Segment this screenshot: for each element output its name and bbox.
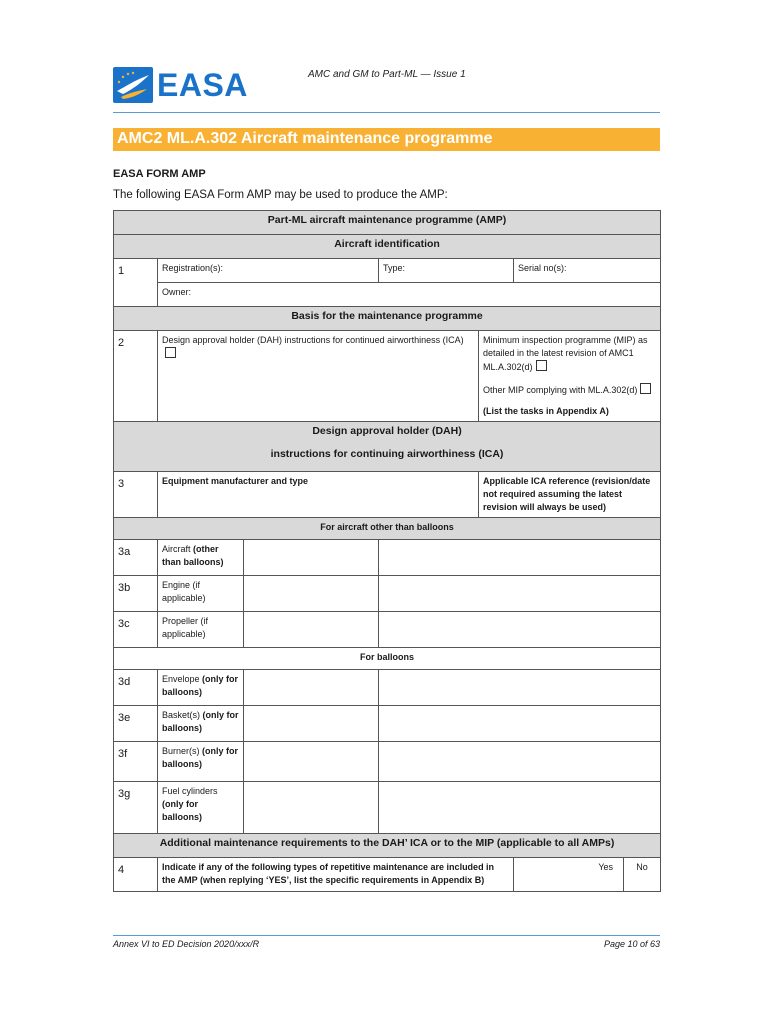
row-label: Engine (if applicable) xyxy=(158,576,244,612)
easa-logo xyxy=(113,65,248,105)
equipment-input[interactable] xyxy=(244,670,379,706)
form-title: Part-ML aircraft maintenance programme (AMP) xyxy=(114,211,661,235)
logo-wordmark: EASA xyxy=(157,67,248,103)
equipment-input[interactable] xyxy=(244,706,379,742)
row-label: Burner(s) (only for balloons) xyxy=(158,742,244,782)
footer-reference: Annex VI to ED Decision 2020/xxx/R xyxy=(113,939,260,949)
row-number: 1 xyxy=(114,259,158,307)
row-label: Aircraft (other than balloons) xyxy=(158,540,244,576)
ica-reference-input[interactable] xyxy=(379,706,661,742)
registration-field[interactable]: Registration(s): xyxy=(158,259,379,283)
mip-options xyxy=(479,331,661,422)
equipment-input[interactable] xyxy=(244,576,379,612)
equipment-input[interactable] xyxy=(244,612,379,648)
equipment-header: Equipment manufacturer and type xyxy=(158,472,479,518)
ica-reference-input[interactable] xyxy=(379,540,661,576)
aircraft-identification-heading: Aircraft identification xyxy=(114,235,661,259)
ica-reference-input[interactable] xyxy=(379,670,661,706)
row-label: Basket(s) (only for balloons) xyxy=(158,706,244,742)
footer-divider xyxy=(113,935,660,936)
non-balloons-heading: For aircraft other than balloons xyxy=(114,518,661,540)
ica-reference-input[interactable] xyxy=(379,742,661,782)
yes-column[interactable]: Yes xyxy=(514,858,624,892)
list-tasks-note: (List the tasks in Appendix A) xyxy=(483,406,609,416)
mip-label: Minimum inspection programme (MIP) as detailed in the latest revision of AMC1 ML.A.302(d) xyxy=(483,335,648,372)
row-label: Propeller (if applicable) xyxy=(158,612,244,648)
other-mip-checkbox[interactable] xyxy=(640,383,651,394)
page-number: Page 10 of 63 xyxy=(603,939,660,949)
repetitive-maintenance-question: Indicate if any of the following types of repetitive maintenance are included in the AMP (when replying ‘YES’, list the specific requirements in Appendix B) xyxy=(158,858,514,892)
dah-ica-checkbox[interactable] xyxy=(165,347,176,358)
row-label: Envelope (only for balloons) xyxy=(158,670,244,706)
row-number: 2 xyxy=(114,331,158,422)
row-number: 3c xyxy=(114,612,158,648)
form-heading: EASA FORM AMP xyxy=(113,168,206,180)
dah-heading-line-2: instructions for continuing airworthiness (ICA) xyxy=(270,448,504,460)
dah-ica-heading xyxy=(114,422,661,472)
dah-ica-label: Design approval holder (DAH) instructions for continued airworthiness (ICA) xyxy=(162,335,464,345)
equipment-input[interactable] xyxy=(244,540,379,576)
section-title-band xyxy=(113,128,660,151)
dah-heading-line-1: Design approval holder (DAH) xyxy=(312,425,462,437)
additional-requirements-heading: Additional maintenance requirements to the DAH’ ICA or to the MIP (applicable to all AMPs) xyxy=(114,834,661,858)
row-number: 3e xyxy=(114,706,158,742)
document-header-title: AMC and GM to Part-ML — Issue 1 xyxy=(308,69,466,80)
row-number: 3f xyxy=(114,742,158,782)
balloons-heading: For balloons xyxy=(114,648,661,670)
mip-checkbox[interactable] xyxy=(536,360,547,371)
row-number: 3 xyxy=(114,472,158,518)
row-number: 3d xyxy=(114,670,158,706)
dah-ica-option xyxy=(158,331,479,422)
equipment-input[interactable] xyxy=(244,782,379,834)
row-label: Fuel cylinders (only for balloons) xyxy=(158,782,244,834)
row-number: 3a xyxy=(114,540,158,576)
ica-reference-input[interactable] xyxy=(379,782,661,834)
section-title: AMC2 ML.A.302 Aircraft maintenance programme xyxy=(117,130,493,147)
serial-number-field[interactable]: Serial no(s): xyxy=(514,259,661,283)
row-number: 4 xyxy=(114,858,158,892)
no-column[interactable]: No xyxy=(624,858,661,892)
ica-reference-header: Applicable ICA reference (revision/date not required assuming the latest revision will always be used) xyxy=(479,472,661,518)
intro-text: The following EASA Form AMP may be used to produce the AMP: xyxy=(113,189,448,201)
row-number: 3g xyxy=(114,782,158,834)
owner-field[interactable]: Owner: xyxy=(158,283,661,307)
header-divider xyxy=(113,112,660,113)
type-field[interactable]: Type: xyxy=(379,259,514,283)
row-number: 3b xyxy=(114,576,158,612)
ica-reference-input[interactable] xyxy=(379,576,661,612)
basis-heading: Basis for the maintenance programme xyxy=(114,307,661,331)
easa-bird-icon xyxy=(113,67,153,103)
amp-form-table xyxy=(113,210,661,892)
ica-reference-input[interactable] xyxy=(379,612,661,648)
equipment-input[interactable] xyxy=(244,742,379,782)
other-mip-label: Other MIP complying with ML.A.302(d) xyxy=(483,385,638,395)
